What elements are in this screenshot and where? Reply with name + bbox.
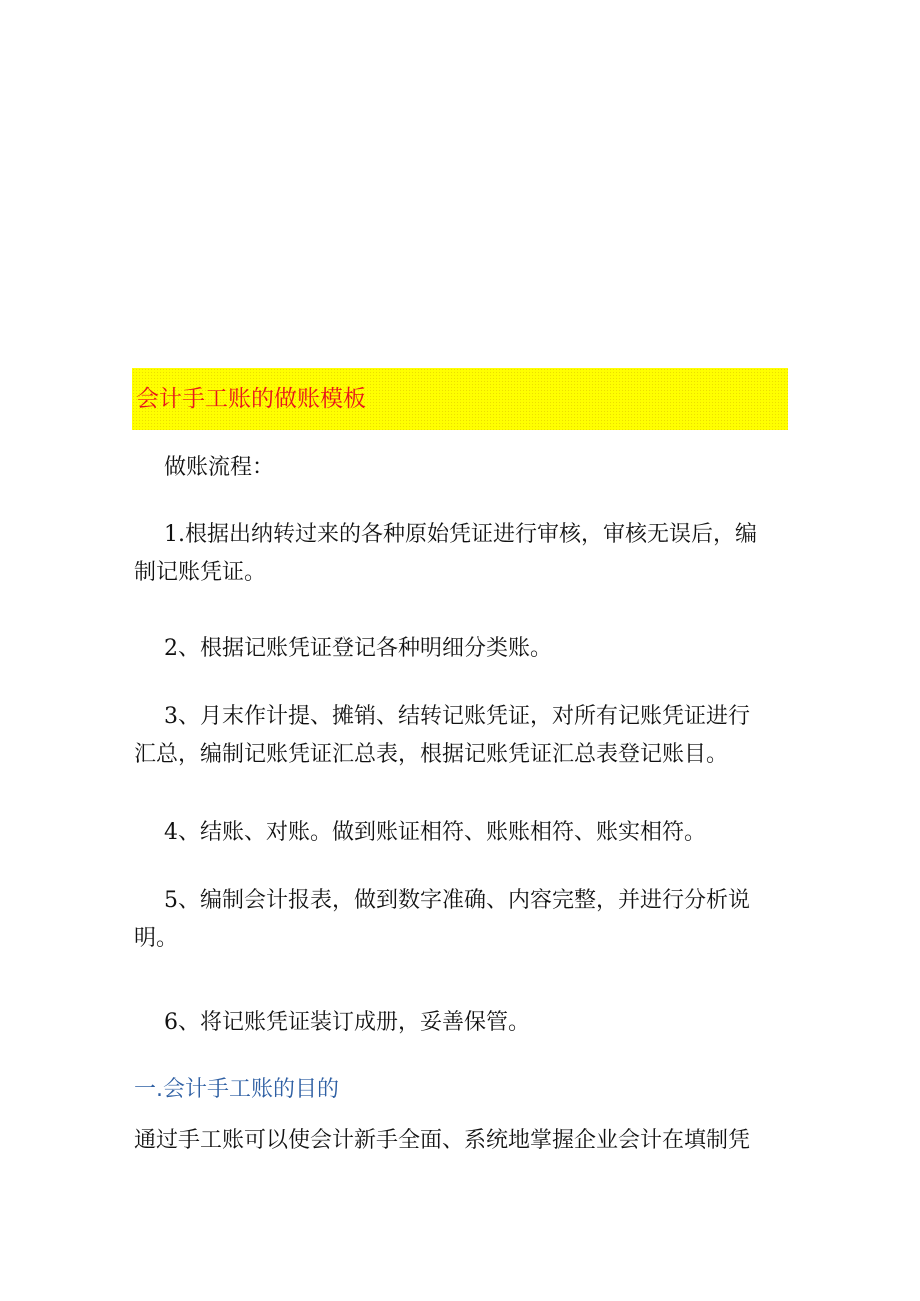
purpose-heading: 一.会计手工账的目的 [134, 1077, 339, 1102]
step-item [134, 1004, 788, 1042]
step-item [134, 516, 788, 592]
step-number: 6 [164, 1010, 178, 1035]
step-text: 根据出纳转过来的各种原始凭证进行审核，审核无误后，编 [185, 522, 758, 547]
step-text: 、结账、对账。做到账证相符、账账相符、账实相符。 [178, 820, 707, 845]
step-number: 5 [164, 888, 178, 913]
step-text: 、将记账凭证装订成册，妥善保管。 [178, 1010, 531, 1035]
step-number: 4 [164, 820, 178, 845]
step-item [134, 814, 788, 852]
step-number: 3 [164, 704, 178, 729]
step-number: 1. [164, 522, 185, 547]
step-number: 2 [164, 636, 178, 661]
step-text: 明。 [134, 926, 179, 951]
step-text: 、月末作计提、摊销、结转记账凭证，对所有记账凭证进行 [178, 704, 751, 729]
section-label: 做账流程： [164, 455, 275, 480]
purpose-paragraph: 通过手工账可以使会计新手全面、系统地掌握企业会计在填制凭 [134, 1128, 751, 1153]
step-text: 汇总，编制记账凭证汇总表，根据记账凭证汇总表登记账目。 [134, 742, 729, 767]
step-item [134, 698, 788, 774]
step-item [134, 882, 788, 958]
step-text: 制记账凭证。 [134, 560, 267, 585]
step-text: 、编制会计报表，做到数字准确、内容完整，并进行分析说 [178, 888, 751, 913]
title-highlight [132, 368, 788, 430]
step-item [134, 630, 788, 668]
document-title: 会计手工账的做账模板 [136, 386, 366, 412]
step-text: 、根据记账凭证登记各种明细分类账。 [178, 636, 553, 661]
